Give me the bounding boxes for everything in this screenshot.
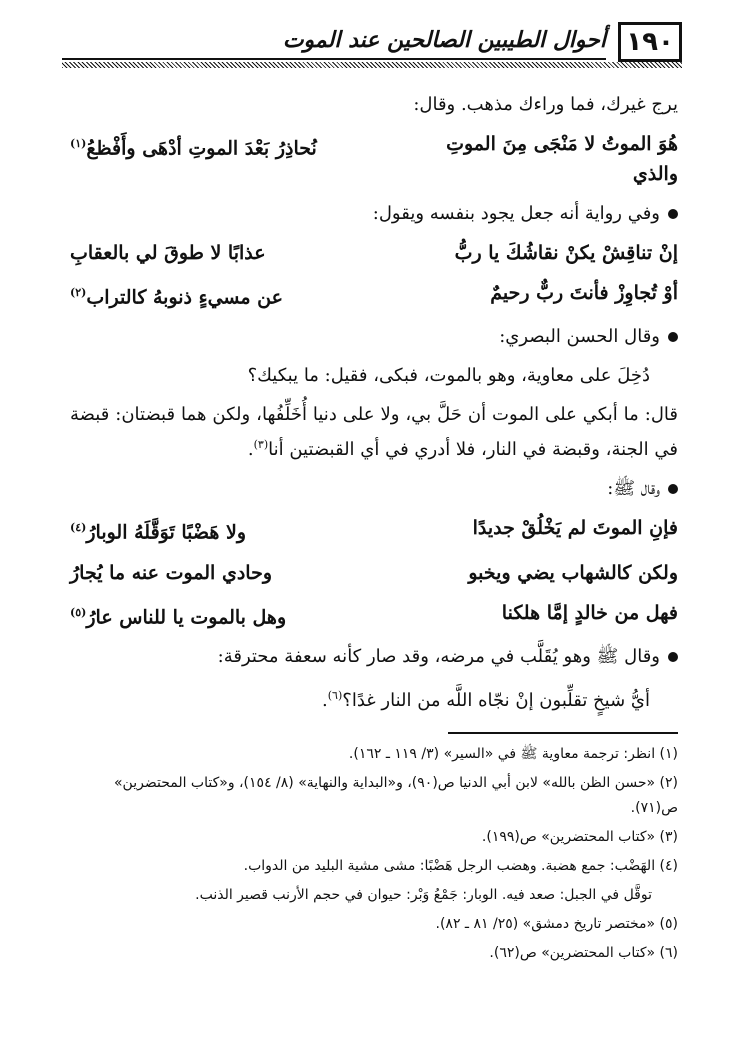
- verse-first-hemistich: هُوَ الموتُ لا مَنْجَى مِنَ الموتِ والذي: [446, 133, 678, 185]
- verse-second-hemistich: عن مسيءٍ ذنوبهُ كالتراب$^{(٢)}$: [70, 286, 283, 309]
- paragraph: دُخِلَ على معاوية، وهو بالموت، فبكى، فقيل: ما يبكيك؟: [247, 365, 650, 387]
- footnote: (٥) «مختصر تاريخ دمشق» (٢٥/ ٨١ ـ ٨٢).: [435, 916, 678, 932]
- verse-first-hemistich: ولكن كالشهاب يضي ويخبو: [468, 561, 678, 584]
- footnote-ref: (٢): [70, 286, 87, 299]
- footnote: (٢) «حسن الظن بالله» لابن أبي الدنيا ص(٩٠)، و«البداية والنهاية» (٨/ ١٥٤)، و«كتاب المحتضرين» ص(٧١).: [113, 775, 678, 816]
- verse-first-hemistich: فهل من خالدٍ إمَّا هلكنا: [501, 601, 678, 624]
- footnote: (٣) «كتاب المحتضرين» ص(١٩٩).: [481, 829, 678, 845]
- footnote-separator: [448, 732, 678, 734]
- verse-line: [70, 278, 678, 312]
- footnote: (١) انظر: ترجمة معاوية ﷺ في «السير» (٣/ ١١٩ ـ ١٦٢).: [348, 746, 678, 762]
- verse-line: [70, 513, 678, 547]
- paragraph: وقال ﷺ:: [70, 474, 678, 504]
- header-rule: [62, 62, 682, 68]
- running-title: أحوال الطيبين الصالحين عند الموت: [62, 24, 606, 60]
- verse-first-hemistich: إنْ تناقِشْ يكنْ نقاشُكَ يا ربُّ: [454, 242, 678, 264]
- footnote: توقَّل في الجبل: صعد فيه. الوبار: جَمْعُ وَبْر: حيوان في حجم الأرنب قصير الذنب.: [195, 887, 652, 903]
- verse-first-hemistich: فإنِ الموتَ لم يَخْلُقْ جديدًا: [472, 517, 678, 540]
- verse-second-hemistich: ولا هَضْبًا تَوَقَّلَهُ الوبارُ$^{(٤)}$: [70, 521, 247, 544]
- footnote-ref: (٤): [70, 521, 87, 535]
- bullet-icon: [668, 652, 678, 662]
- footnote-ref: (٦): [327, 688, 343, 702]
- verse-line: [70, 238, 678, 268]
- verse-first-hemistich: أوْ تُجاوِزْ فأنتَ ربٌّ رحيمٌ: [490, 282, 678, 304]
- paragraph: وقال ﷺ وهو يُقَلَّب في مرضه، وقد صار كأنه سعفة محترقة:: [70, 642, 678, 672]
- paragraph: يرج غيرك، فما وراءك مذهب. وقال:: [413, 94, 678, 115]
- paragraph: وقال الحسن البصري:: [70, 322, 678, 352]
- main-text: [70, 90, 678, 725]
- footnote: (٤) الهَضْب: جمع هضبة. وهضب الرجل هَضْبًا: مشى مشية البليد من الدواب.: [243, 858, 678, 874]
- verse-second-hemistich: نُحاذِرُ بَعْدَ الموتِ أدْهَى وأَفْظعُ$^{(١)}$: [70, 137, 317, 160]
- verse-second-hemistich: وحادي الموت عنه ما يُجارُ: [70, 561, 272, 584]
- verse-second-hemistich: وهل بالموت يا للناس عارُ$^{(٥)}$: [70, 605, 287, 628]
- footnotes: [70, 742, 678, 970]
- footnote-ref: (٥): [70, 605, 87, 619]
- paragraph: قال: ما أبكي على الموت أن حَلَّ بي، ولا على دنيا أُخَلِّفُها، ولكن هما قبضتان: قبضة في الجنة، وقبضة في النار، فلا أدري في أي القبضتين أنا$^{(٣)}$.: [70, 404, 678, 461]
- bullet-icon: [668, 209, 678, 219]
- paragraph: أيُّ شيخٍ تقلِّبون إنْ نجّاه اللَّه من النار غدًا؟$^{(٦)}$.: [322, 688, 650, 711]
- footnote-ref: (٣): [253, 438, 269, 452]
- footnote: (٦) «كتاب المحتضرين» ص(٦٢).: [489, 945, 678, 961]
- page-header: [62, 22, 682, 66]
- verse-line: [70, 129, 678, 189]
- paragraph: وفي رواية أنه جعل يجود بنفسه ويقول:: [70, 199, 678, 229]
- footnote-ref: (١): [70, 137, 87, 150]
- verse-line: [70, 598, 678, 632]
- verse-line: [70, 558, 678, 588]
- page-number: ١٩٠: [618, 22, 682, 62]
- bullet-icon: [668, 484, 678, 494]
- bullet-icon: [668, 332, 678, 342]
- verse-second-hemistich: عذابًا لا طوقَ لي بالعقابِ: [70, 242, 266, 264]
